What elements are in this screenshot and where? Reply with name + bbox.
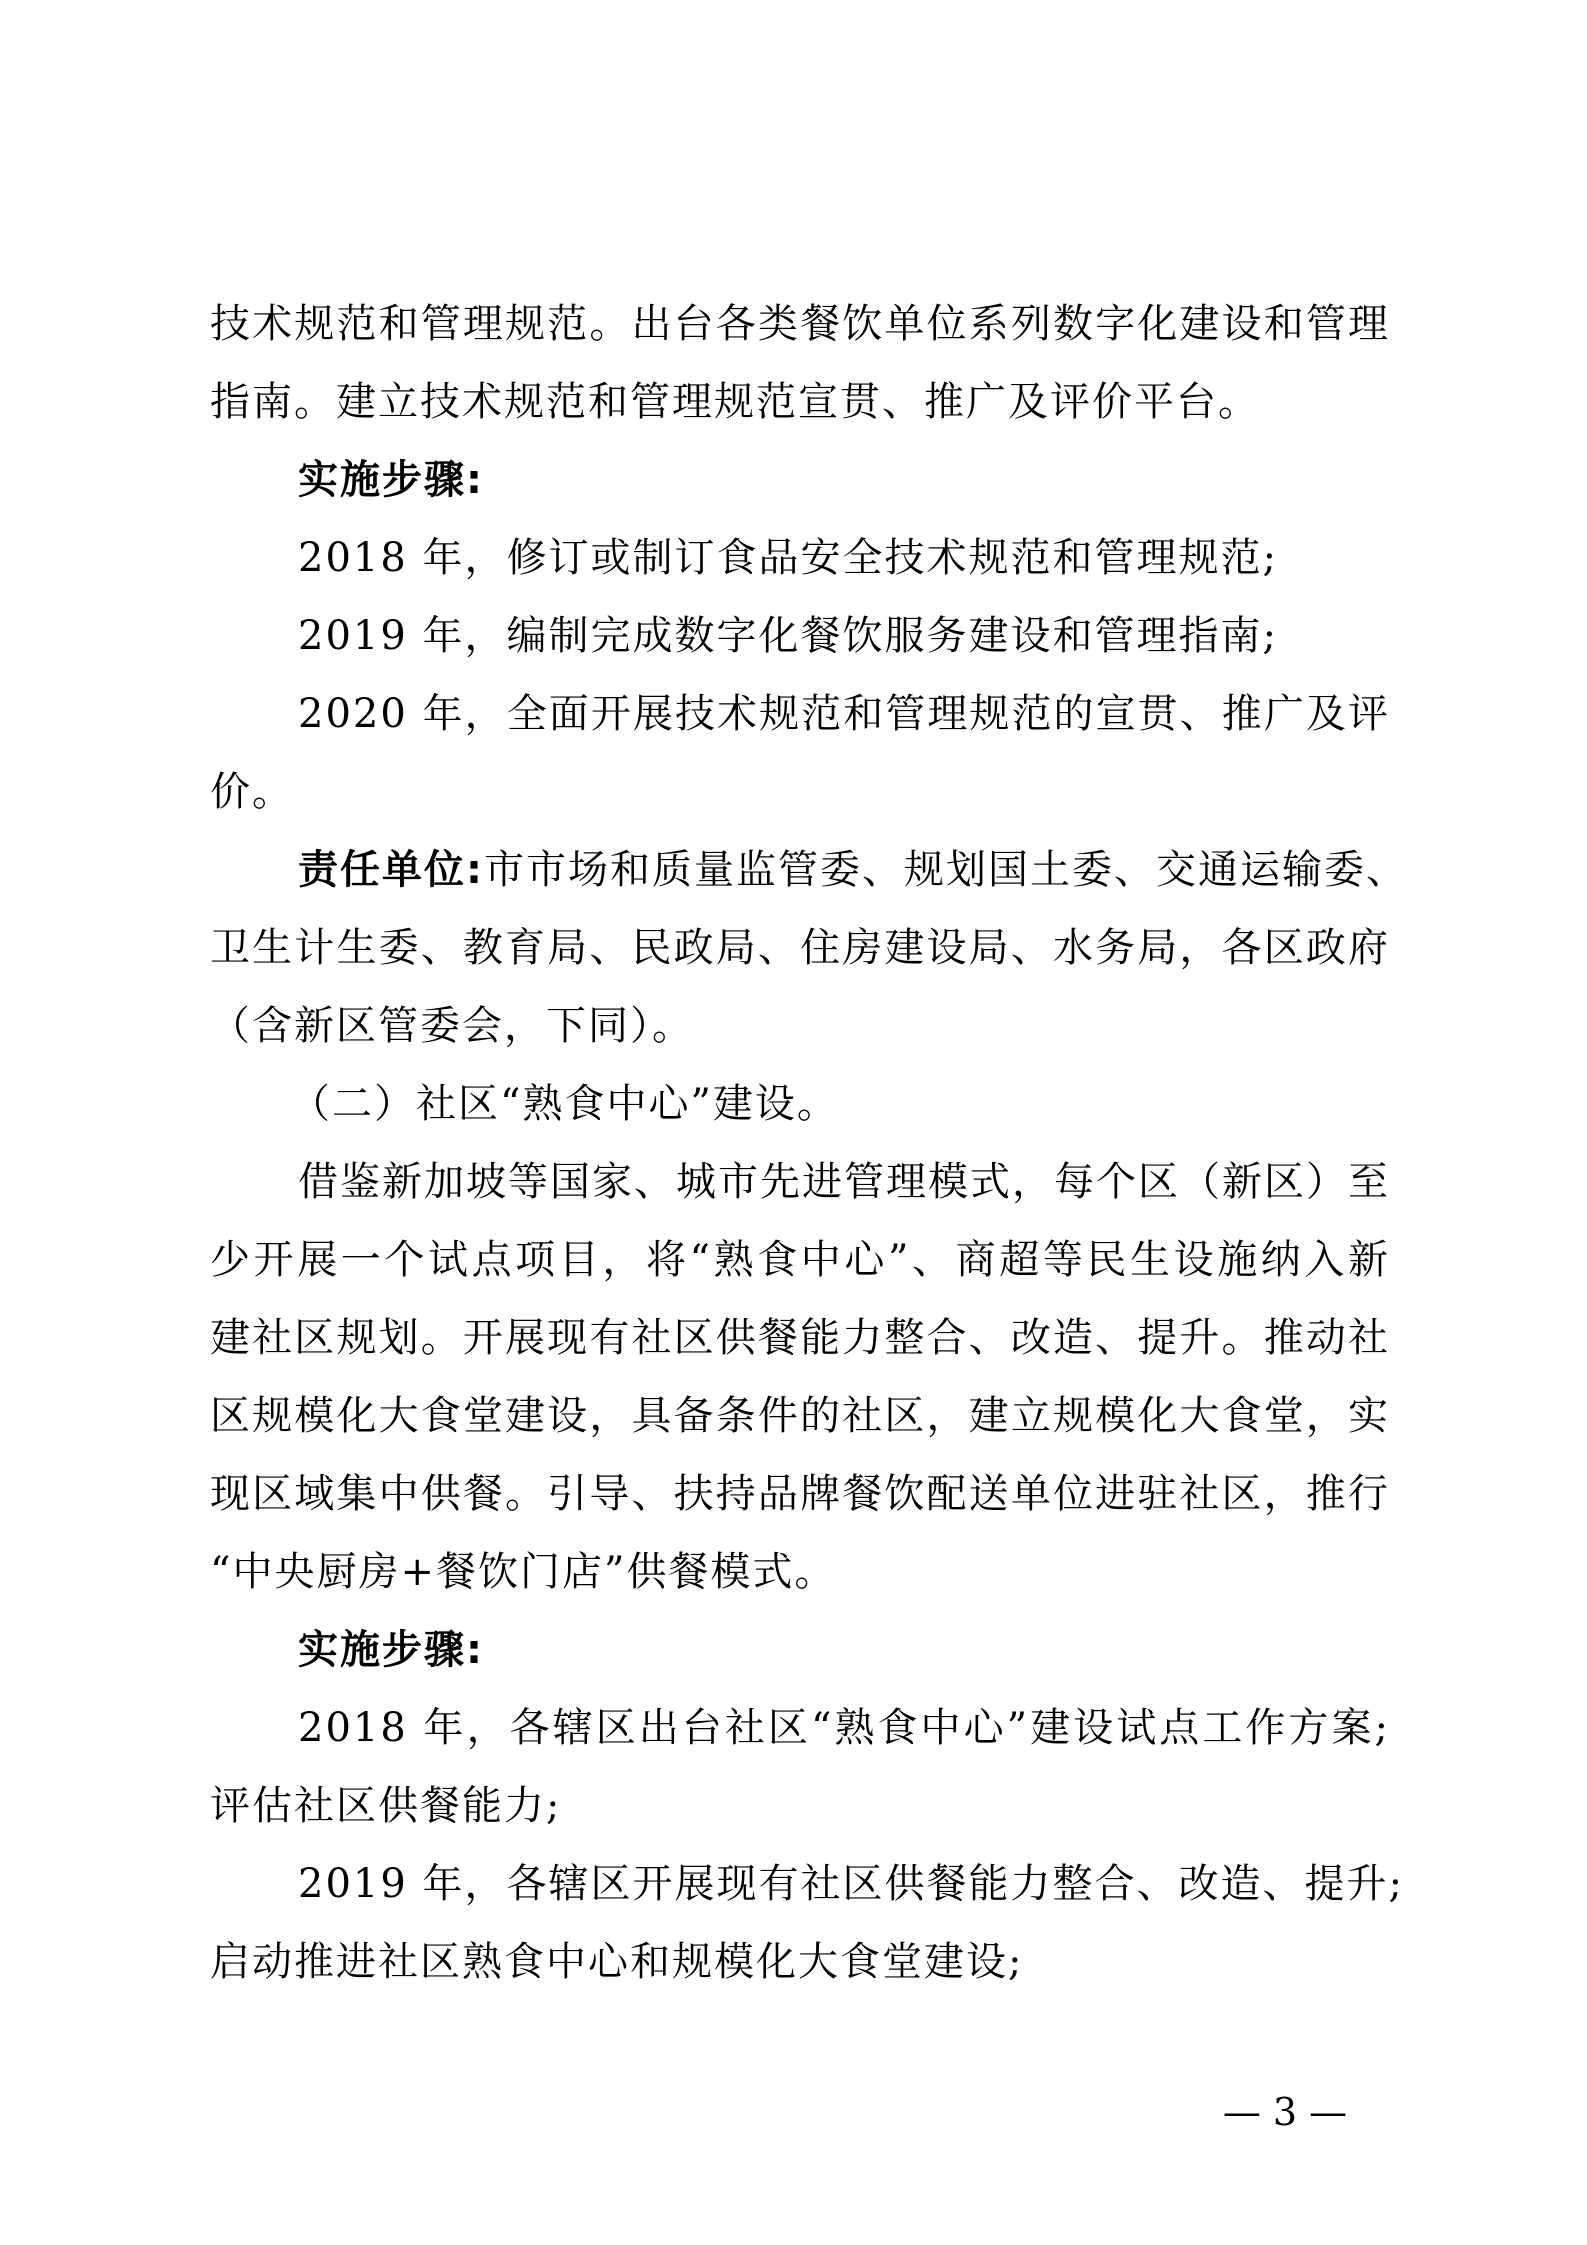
step-line: 2020 年，全面开展技术规范和管理规范的宣贯、推广及评 <box>298 691 1390 737</box>
responsibility-line <box>298 846 1408 894</box>
step-line: 评估社区供餐能力; <box>210 1783 562 1829</box>
step-line: 2018 年，各辖区出台社区“熟食中心”建设试点工作方案; <box>298 1705 1390 1751</box>
responsibility-line: 卫生计生委、教育局、民政局、住房建设局、水务局，各区政府 <box>210 925 1390 971</box>
responsibility-label: 责任单位: <box>298 847 484 893</box>
paragraph-line: 指南。建立技术规范和管理规范宣贯、推广及评价平台。 <box>210 379 1260 425</box>
paragraph-line: 少开展一个试点项目，将“熟食中心”、商超等民生设施纳入新 <box>210 1237 1390 1283</box>
steps-heading: 实施步骤: <box>298 1627 484 1673</box>
paragraph-line: 建社区规划。开展现有社区供餐能力整合、改造、提升。推动社 <box>210 1315 1390 1361</box>
step-line: 2019 年，编制完成数字化餐饮服务建设和管理指南; <box>298 613 1278 659</box>
steps-heading: 实施步骤: <box>298 457 484 503</box>
step-line: 价。 <box>210 769 294 815</box>
paragraph-line: 借鉴新加坡等国家、城市先进管理模式，每个区（新区）至 <box>298 1159 1390 1205</box>
page-number: — 3 — <box>1222 2090 1348 2134</box>
paragraph-line: “中央厨房+餐饮门店”供餐模式。 <box>210 1549 837 1595</box>
section-heading: （二）社区“熟食中心”建设。 <box>290 1081 839 1127</box>
responsibility-text: 市市场和质量监管委、规划国土委、交通运输委、 <box>484 847 1408 893</box>
responsibility-line: （含新区管委会，下同）。 <box>210 1003 694 1049</box>
step-line: 2018 年，修订或制订食品安全技术规范和管理规范; <box>298 535 1278 581</box>
paragraph-line: 区规模化大食堂建设，具备条件的社区，建立规模化大食堂，实 <box>210 1393 1390 1439</box>
step-line: 启动推进社区熟食中心和规模化大食堂建设; <box>210 1939 1024 1985</box>
paragraph-line: 现区域集中供餐。引导、扶持品牌餐饮配送单位进驻社区，推行 <box>210 1471 1390 1517</box>
paragraph-line: 技术规范和管理规范。出台各类餐饮单位系列数字化建设和管理 <box>210 301 1390 347</box>
step-line: 2019 年，各辖区开展现有社区供餐能力整合、改造、提升; <box>298 1861 1404 1907</box>
